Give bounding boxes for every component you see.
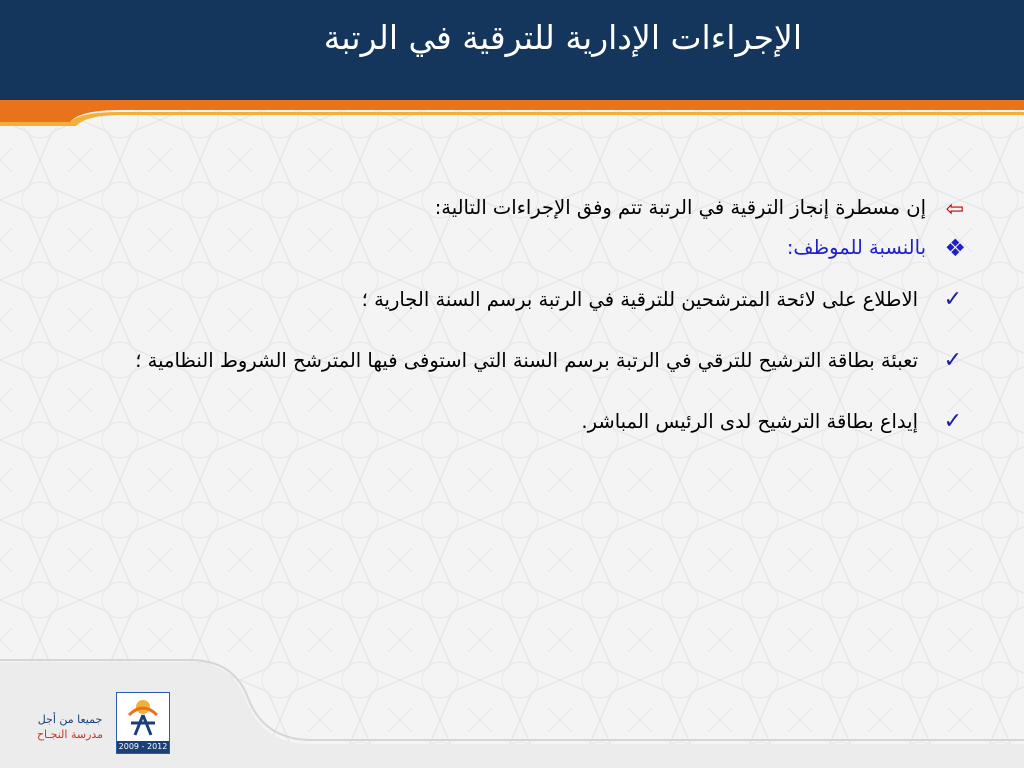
checkmark-icon: ✓ — [943, 348, 962, 373]
list-item-text: الاطلاع على لائحة المترشحين للترقية في الرتبة برسم السنة الجارية ؛ — [361, 288, 918, 311]
list-item — [20, 390, 972, 454]
section-heading — [20, 228, 972, 268]
emblem-figure-icon — [117, 693, 169, 741]
footer-logo-text — [26, 712, 114, 742]
intro-line — [20, 188, 972, 228]
list-item-text: تعبئة بطاقة الترشيح للترقي في الرتبة برسم السنة التي استوفى فيها المترشح الشروط النظامية ؛ — [135, 349, 918, 372]
list-item — [20, 268, 972, 332]
checkmark-icon: ✓ — [943, 287, 962, 312]
list-item-text: إيداع بطاقة الترشيح لدى الرئيس المباشر. — [581, 410, 918, 433]
logo-years: 2009 - 2012 — [118, 742, 168, 751]
footer-logo-emblem — [116, 692, 170, 754]
list-item — [20, 332, 972, 390]
slide-body — [20, 188, 972, 454]
checkmark-icon: ✓ — [943, 409, 962, 434]
intro-text: إن مسطرة إنجاز الترقية في الرتبة تتم وفق الإجراءات التالية: — [434, 196, 926, 219]
slide-title: الإجراءات الإدارية للترقية في الرتبة — [323, 18, 802, 57]
header-accent-swoosh — [0, 100, 1024, 130]
four-diamond-icon: ❖ — [944, 234, 966, 262]
section-label: بالنسبة للموظف: — [786, 236, 926, 259]
logo-line-2: مدرسة النجـاح — [36, 728, 104, 741]
logo-line-1: جميعا من أجل — [37, 713, 103, 726]
slide-header — [0, 0, 1024, 100]
hollow-arrow-icon: ⇦ — [945, 197, 964, 222]
